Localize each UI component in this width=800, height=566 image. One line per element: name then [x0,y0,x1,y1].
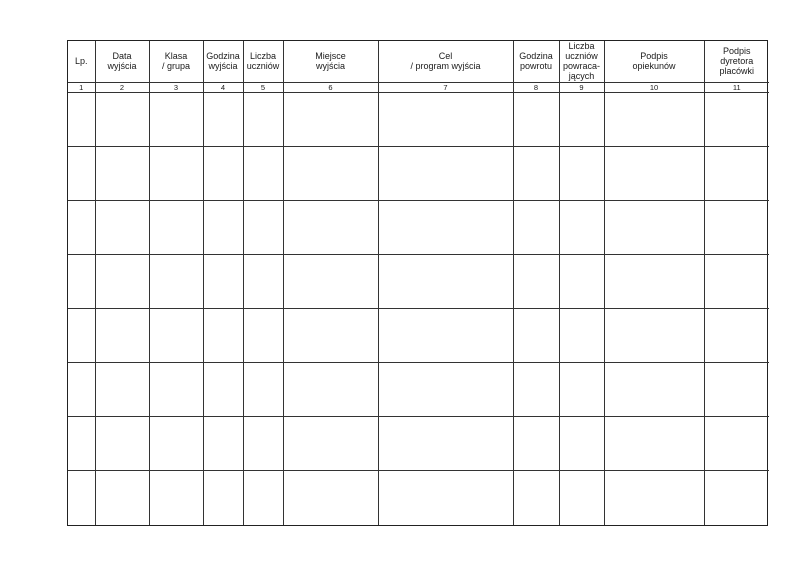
entry-cell[interactable] [704,146,769,200]
column-number: 3 [149,82,203,92]
entry-cell[interactable] [68,92,95,146]
column-number: 10 [604,82,704,92]
entry-cell[interactable] [203,471,243,525]
entry-cell[interactable] [559,92,604,146]
entry-cell[interactable] [243,92,283,146]
column-number: 8 [513,82,559,92]
entry-cell[interactable] [283,417,378,471]
column-number: 4 [203,82,243,92]
entry-cell[interactable] [604,146,704,200]
entry-cell[interactable] [149,471,203,525]
entry-cell[interactable] [704,363,769,417]
entry-cell[interactable] [149,254,203,308]
entry-cell[interactable] [95,254,149,308]
entry-cell[interactable] [604,308,704,362]
entry-cell[interactable] [559,146,604,200]
entry-cell[interactable] [149,200,203,254]
entry-cell[interactable] [559,200,604,254]
entry-cell[interactable] [513,146,559,200]
header-class-group: Klasa / grupa [149,41,203,82]
entry-cell[interactable] [203,200,243,254]
entry-cell[interactable] [559,417,604,471]
entry-cell[interactable] [203,308,243,362]
entry-cell[interactable] [604,254,704,308]
entry-cell[interactable] [149,363,203,417]
column-number: 7 [378,82,513,92]
entry-cell[interactable] [95,308,149,362]
column-number-row [68,82,769,92]
entry-cell[interactable] [95,92,149,146]
entry-cell[interactable] [203,92,243,146]
entry-cell[interactable] [95,200,149,254]
entry-cell[interactable] [68,308,95,362]
entry-cell[interactable] [604,417,704,471]
column-number: 2 [95,82,149,92]
entry-cell[interactable] [68,417,95,471]
entry-cell[interactable] [203,363,243,417]
entry-cell[interactable] [378,308,513,362]
entry-cell[interactable] [283,308,378,362]
header-departure-date: Data wyjścia [95,41,149,82]
entry-cell[interactable] [149,92,203,146]
header-purpose-program: Cel / program wyjścia [378,41,513,82]
entry-cell[interactable] [378,363,513,417]
entry-cell[interactable] [68,254,95,308]
entry-cell[interactable] [513,200,559,254]
entry-cell[interactable] [283,146,378,200]
entry-cell[interactable] [243,471,283,525]
column-number: 5 [243,82,283,92]
entry-cell[interactable] [513,308,559,362]
header-lp: Lp. [68,41,95,82]
entry-cell[interactable] [704,471,769,525]
excursion-log-table [68,41,769,525]
entry-cell[interactable] [149,308,203,362]
entry-cell[interactable] [203,417,243,471]
entry-cell[interactable] [559,254,604,308]
entry-cell[interactable] [704,92,769,146]
column-number: 1 [68,82,95,92]
entry-cell[interactable] [513,471,559,525]
entry-cell[interactable] [68,471,95,525]
entry-cell[interactable] [283,92,378,146]
entry-cell[interactable] [243,200,283,254]
entry-cell[interactable] [95,417,149,471]
entry-cell[interactable] [243,417,283,471]
column-number: 9 [559,82,604,92]
entry-cell[interactable] [604,92,704,146]
entry-cell[interactable] [704,254,769,308]
entry-cell[interactable] [378,200,513,254]
entry-cell[interactable] [68,146,95,200]
entry-cell[interactable] [559,471,604,525]
entry-row [68,254,769,308]
entry-cell[interactable] [203,254,243,308]
header-guardians-signature: Podpis opiekunów [604,41,704,82]
entry-cell[interactable] [283,254,378,308]
entry-cell[interactable] [704,417,769,471]
header-return-time: Godzina powrotu [513,41,559,82]
entry-cell[interactable] [513,254,559,308]
column-number: 11 [704,82,769,92]
entry-cell[interactable] [243,308,283,362]
excursion-log-form [67,40,768,526]
entry-cell[interactable] [243,363,283,417]
entry-cell[interactable] [68,200,95,254]
header-director-signature: Podpis dyretora placówki [704,41,769,82]
entry-cell[interactable] [203,146,243,200]
header-destination: Miejsce wyjścia [283,41,378,82]
entry-cell[interactable] [378,146,513,200]
entry-cell[interactable] [378,92,513,146]
header-student-count: Liczba uczniów [243,41,283,82]
header-returning-students: Liczba uczniów powraca- jących [559,41,604,82]
entry-cell[interactable] [604,200,704,254]
entry-cell[interactable] [283,200,378,254]
entry-cell[interactable] [378,254,513,308]
entry-row [68,308,769,362]
entry-cell[interactable] [513,363,559,417]
entry-row [68,471,769,525]
entry-cell[interactable] [68,363,95,417]
entry-row [68,92,769,146]
entry-cell[interactable] [604,471,704,525]
entry-row [68,417,769,471]
column-number: 6 [283,82,378,92]
entry-row [68,200,769,254]
entry-cell[interactable] [559,308,604,362]
entry-row [68,363,769,417]
entry-cell[interactable] [378,417,513,471]
header-departure-time: Godzina wyjścia [203,41,243,82]
entry-cell[interactable] [95,471,149,525]
entry-cell[interactable] [378,471,513,525]
entry-cell[interactable] [149,417,203,471]
entry-cell[interactable] [283,363,378,417]
entry-cell[interactable] [95,146,149,200]
entry-row [68,146,769,200]
entry-cell[interactable] [95,363,149,417]
entry-cell[interactable] [243,146,283,200]
entry-cell[interactable] [149,146,203,200]
entry-cell[interactable] [604,363,704,417]
header-row [68,41,769,82]
entry-cell[interactable] [513,417,559,471]
entry-cell[interactable] [513,92,559,146]
entry-cell[interactable] [283,471,378,525]
entry-cell[interactable] [704,308,769,362]
entry-cell[interactable] [243,254,283,308]
entry-cell[interactable] [559,363,604,417]
entry-cell[interactable] [704,200,769,254]
